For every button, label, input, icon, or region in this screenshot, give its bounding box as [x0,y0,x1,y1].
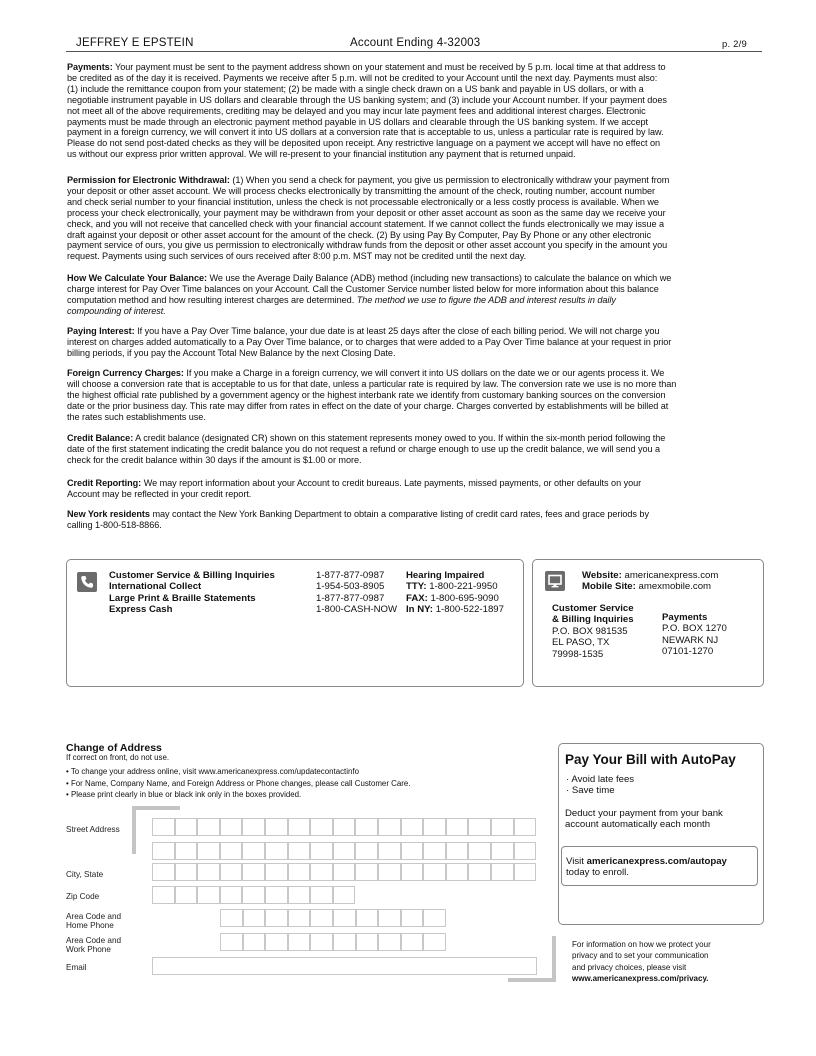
char-box[interactable] [468,842,491,860]
website-line: Website: americanexpress.com [582,570,719,581]
street-label: Street Address [66,825,120,834]
char-box[interactable] [446,863,469,881]
char-box[interactable] [175,886,198,904]
phone-icon [77,572,97,592]
char-box[interactable] [423,863,446,881]
char-box[interactable] [468,818,491,836]
char-box[interactable] [310,909,333,927]
char-box[interactable] [310,886,333,904]
paying-interest-section: Paying Interest: If you have a Pay Over Time balance, your due date is at least 25 days after the close of each billing period. We will not charge you interest on charges added automatically to a Pay Over Time balance, or to charges that were added to a Pay Over Time balance at your request in prior billing periods, if you pay the Account Total New Balance by the next Closing Date. [67,326,672,358]
char-box[interactable] [242,818,265,836]
char-box[interactable] [446,818,469,836]
email-input[interactable] [152,957,537,975]
autopay-link[interactable]: americanexpress.com/autopay [586,856,727,867]
char-box[interactable] [197,863,220,881]
mobile-link[interactable]: amexmobile.com [638,581,712,592]
char-box[interactable] [333,933,356,951]
char-box[interactable] [310,933,333,951]
char-box[interactable] [288,933,311,951]
coa-bullet: • For Name, Company Name, and Foreign Address or Phone changes, please call Customer Care. [66,779,411,788]
payments-section: Payments: Your payment must be sent to the payment address shown on your statement and must be received by 5 p.m. local time at that address to be credited as of the day it is received. Payments we receive after 5 p.m. will not be credited to your Account until the next day. Payments must also: (1) include the remittance coupon from your statement; (2) be made with a single check drawn on a US bank and payable in US dollars, or with a negotiable instrument payable in US dollars and clearable through the US banking system; and (3) include your Account number. If your payment does not meet all of the above requirements, crediting may be delayed and you may incur late payment fees and additional interest charges. Electronic payments must be made through an electronic payment method payable in US dollars and clearable through the US banking system. If we accept payment in a foreign currency, we will convert it into US dollars at a conversion rate that is acceptable to us, unless a particular rate is required by law. Please do not send post-dated checks as they will be deposited upon receipt. Any restrictive language on a payment we accept will have no effect on us without our express prior written approval. We will re-present to your financial institution any payment that is returned unpaid. [67,62,667,160]
char-box[interactable] [175,842,198,860]
street-input-row-1[interactable] [152,818,536,836]
char-box[interactable] [333,886,356,904]
zip-input[interactable] [152,886,355,904]
char-box[interactable] [265,886,288,904]
payments-address: Payments P.O. BOX 1270 NEWARK NJ 07101-1270 [662,612,727,658]
autopay-description: Deduct your payment from your bank account automatically each month [565,808,723,830]
char-box[interactable] [265,933,288,951]
email-label: Email [66,963,87,972]
char-box[interactable] [401,909,424,927]
home-phone-input[interactable] [220,909,446,927]
char-box[interactable] [423,933,446,951]
page-number: p. 2/9 [722,39,747,50]
computer-icon [545,571,565,591]
char-box[interactable] [265,863,288,881]
char-box[interactable] [356,909,379,927]
work-phone-label: Area Code and Work Phone [66,936,122,954]
char-box[interactable] [355,818,378,836]
char-box[interactable] [423,818,446,836]
char-box[interactable] [288,863,311,881]
char-box[interactable] [310,842,333,860]
char-box[interactable] [514,863,537,881]
char-box[interactable] [423,909,446,927]
privacy-bracket [552,936,556,982]
char-box[interactable] [265,842,288,860]
street-input-row-2[interactable] [152,842,536,860]
char-box[interactable] [197,818,220,836]
char-box[interactable] [310,818,333,836]
char-box[interactable] [220,933,243,951]
char-box[interactable] [220,863,243,881]
char-box[interactable] [401,933,424,951]
char-box[interactable] [152,886,175,904]
char-box[interactable] [355,842,378,860]
char-box[interactable] [243,933,266,951]
privacy-link[interactable]: www.americanexpress.com/privacy. [572,973,709,983]
autopay-box [558,743,764,925]
char-box[interactable] [265,909,288,927]
char-box[interactable] [378,863,401,881]
balance-calculation-section: How We Calculate Your Balance: We use the Average Daily Balance (ADB) method (including new transactions) to calculate the balance on which we charge interest for Pay Over Time balances on your Account. Call the Customer Service number listed below for more information about this balance computation method and how resulting interest charges are determined. The method we use to figure the ADB and interest results in daily compounding of interest. [67,273,672,316]
paying-interest-title: Paying Interest: [67,326,135,336]
foreign-currency-title: Foreign Currency Charges: [67,368,184,378]
char-box[interactable] [288,842,311,860]
coa-bullet: • To change your address online, visit www.americanexpress.com/updatecontactinfo [66,767,359,776]
char-box[interactable] [152,863,175,881]
work-phone-input[interactable] [220,933,446,951]
char-box[interactable] [378,909,401,927]
foreign-currency-section: Foreign Currency Charges: If you make a Charge in a foreign currency, we will convert it into US dollars on the date we or our agents process it. We will choose a conversion rate that is acceptable to us for that date, unless a particular rate is required by law. The conversion rate we use is no more than the highest official rate published by a government agency or the highest interbank rate we identify from customary banking sources on the conversion date or the prior business day. This rate may differ from rates in effect on the date of your charge. Charges converted by establishments will be billed at the rates such establishments use. [67,368,677,422]
char-box[interactable] [243,909,266,927]
char-box[interactable] [265,818,288,836]
char-box[interactable] [423,842,446,860]
credit-reporting-title: Credit Reporting: [67,478,142,488]
char-box[interactable] [288,909,311,927]
char-box[interactable] [242,863,265,881]
char-box[interactable] [446,842,469,860]
autopay-enroll-text: Visit americanexpress.com/autopay today to enroll. [566,856,727,878]
new-york-title: New York residents [67,509,150,519]
char-box[interactable] [242,842,265,860]
account-ending: Account Ending 4-32003 [350,37,481,49]
contact-numbers: 1-877-877-0987 1-954-503-8905 1-877-877-0987 1-800-CASH-NOW [316,570,398,616]
zip-label: Zip Code [66,892,100,901]
char-box[interactable] [378,842,401,860]
char-box[interactable] [333,842,356,860]
account-holder-name: JEFFREY E EPSTEIN [76,37,194,49]
header-rule [66,51,762,52]
city-state-input[interactable] [152,863,536,881]
char-box[interactable] [491,842,514,860]
mobile-line: Mobile Site: amexmobile.com [582,581,712,592]
char-box[interactable] [401,842,424,860]
char-box[interactable] [197,842,220,860]
char-box[interactable] [491,863,514,881]
char-box[interactable] [152,842,175,860]
char-box[interactable] [514,842,537,860]
char-box[interactable] [333,863,356,881]
char-box[interactable] [401,818,424,836]
coa-bullet: • Please print clearly in blue or black ink only in the boxes provided. [66,790,302,799]
balance-calculation-title: How We Calculate Your Balance: [67,273,207,283]
change-of-address-title: Change of Address [66,742,162,754]
electronic-withdrawal-title: Permission for Electronic Withdrawal: [67,175,230,185]
electronic-withdrawal-section: Permission for Electronic Withdrawal: (1) When you send a check for payment, you give us permission to electronically withdraw your payment from your deposit or other asset account. We will process checks electronically by transmitting the amount of the check, routing number, account number and check serial number to your financial institution, unless the check is not processable electronically or a less costly process is available. When we process your check electronically, your payment may be withdrawn from your deposit or other asset account as soon as the same day we receive your check, and you will not receive that cancelled check with your financial account statement. If we cannot collect the funds electronically we may issue a draft against your deposit or other asset account for the amount of the check. (2) By using Pay By Computer, Pay By Phone or any other electronic payment service of ours, you give us permission to electronically withdraw funds from the deposit or other asset account you specify in the amount you request. Payments using such services of ours received after 8:00 p.m. MST may not be credited until the next day. [67,175,670,262]
char-box[interactable] [514,818,537,836]
contact-labels: Customer Service & Billing Inquiries International Collect Large Print & Braille Statements Express Cash [109,570,275,616]
char-box[interactable] [220,818,243,836]
privacy-bracket [508,978,556,982]
credit-balance-section: Credit Balance: A credit balance (designated CR) shown on this statement represents money owed to you. If within the six-month period following the date of the first statement indicating the credit balance you do not request a refund or charge enough to use up the credit balance, we will send you a check for the credit balance within 30 days if the amount is $1.00 or more. [67,433,666,465]
form-bracket [132,806,136,854]
credit-balance-title: Credit Balance: [67,433,134,443]
privacy-text: For information on how we protect your privacy and to set your communication and privacy choices, please visit www.americanexpress.com/privacy. [572,940,711,983]
char-box[interactable] [152,818,175,836]
char-box[interactable] [242,886,265,904]
char-box[interactable] [175,863,198,881]
autopay-benefits: · Avoid late fees · Save time [566,774,635,796]
char-box[interactable] [378,933,401,951]
char-box[interactable] [333,818,356,836]
char-box[interactable] [401,863,424,881]
autopay-title: Pay Your Bill with AutoPay [565,752,736,767]
credit-reporting-section: Credit Reporting: We may report information about your Account to credit bureaus. Late payments, missed payments, or other defaults on your Account may be reflected in your credit report. [67,478,642,499]
website-link[interactable]: americanexpress.com [624,570,719,581]
cs-address: Customer Service & Billing Inquiries P.O. BOX 981535 EL PASO, TX 79998-1535 [552,603,634,660]
char-box[interactable] [355,863,378,881]
char-box[interactable] [220,886,243,904]
char-box[interactable] [356,933,379,951]
char-box[interactable] [220,842,243,860]
char-box[interactable] [378,818,401,836]
char-box[interactable] [288,886,311,904]
char-box[interactable] [175,818,198,836]
new-york-section: New York residents may contact the New York Banking Department to obtain a comparative listing of credit card rates, fees and grace periods by calling 1-800-518-8866. [67,509,649,530]
change-of-address-subtitle: If correct on front, do not use. [66,753,170,762]
char-box[interactable] [310,863,333,881]
form-bracket [132,806,180,810]
char-box[interactable] [491,818,514,836]
hearing-impaired-block: Hearing Impaired TTY: 1-800-221-9950 FAX: 1-800-695-9090 In NY: 1-800-522-1897 [406,570,504,616]
home-phone-label: Area Code and Home Phone [66,912,122,930]
char-box[interactable] [333,909,356,927]
char-box[interactable] [220,909,243,927]
city-label: City, State [66,870,104,879]
payments-title: Payments: [67,62,113,72]
char-box[interactable] [288,818,311,836]
char-box[interactable] [468,863,491,881]
char-box[interactable] [197,886,220,904]
